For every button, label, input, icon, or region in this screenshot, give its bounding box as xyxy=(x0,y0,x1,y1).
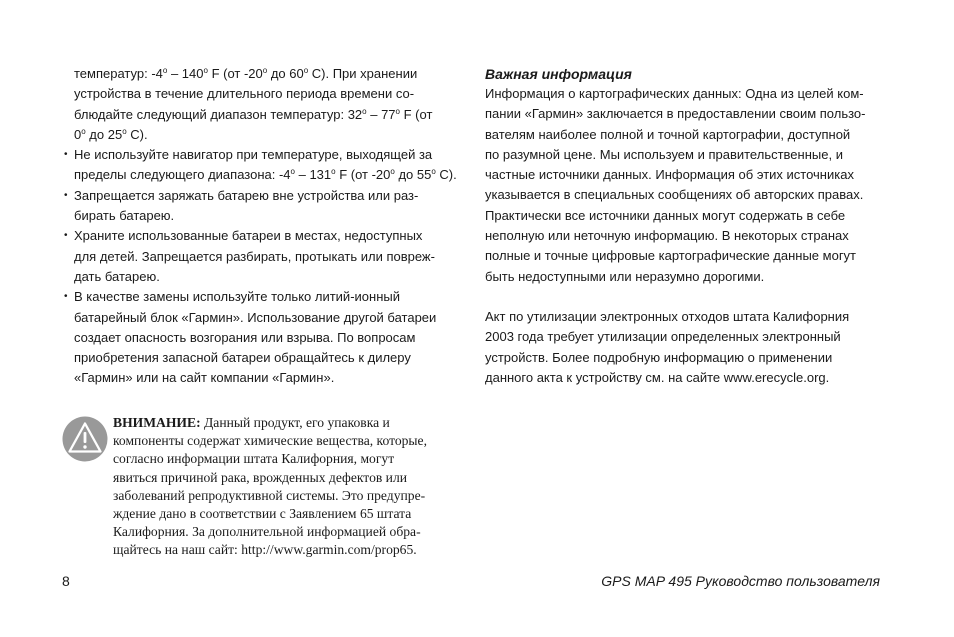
text-line: пании «Гармин» заключается в предоставлении своим пользо- xyxy=(485,106,866,122)
text-line: батарейный блок «Гармин». Использование другой батареи xyxy=(74,309,437,325)
text-line: указывается в специальных сообщениях об авторских правах. xyxy=(485,187,864,203)
text-line: ждение дано в соответствии с Заявлением 65 штата xyxy=(113,506,412,522)
text-line: Акт по утилизации электронных отходов штата Калифорния xyxy=(485,308,850,324)
text-line: 2003 года требует утилизации определенных электронный xyxy=(485,329,841,345)
text-line: дать батарею. xyxy=(74,268,160,284)
section-title: Важная информация xyxy=(485,66,632,82)
page-number: 8 xyxy=(62,573,70,589)
text-line: Практически все источники данных могут содержать в себе xyxy=(485,207,846,223)
text-line: частные источники данных. Информация об этих источниках xyxy=(485,167,854,183)
text-line: устройств. Более подробную информацию о применении xyxy=(485,349,833,365)
bullet-item-temperature xyxy=(62,145,462,186)
warning-triangle-icon xyxy=(62,416,108,462)
bullet-item-charging xyxy=(62,186,462,227)
text-line: данного акта к устройству см. на сайте www.erecycle.org. xyxy=(485,369,830,385)
text-line: • В качестве замены используйте только литий-ионный xyxy=(74,289,400,305)
text-line: компоненты содержат химические вещества, которые, xyxy=(113,433,427,449)
map-data-paragraph xyxy=(485,84,893,287)
text-line: по разумной цене. Мы используем и правительственные, и xyxy=(485,146,843,162)
recycling-paragraph xyxy=(485,307,893,388)
temperature-continuation xyxy=(62,64,462,145)
text-line: температур: -4$^o$ – 140$^o$ F (от -20$^o$ до 60$^o$ C). При хранении xyxy=(74,66,418,81)
text-line: щайтесь на наш сайт: http://www.garmin.com/prop65. xyxy=(113,542,417,558)
text-line: создает опасность возгорания или взрыва. По вопросам xyxy=(74,329,416,345)
text-line: Калифорния. За дополнительной информацией обра- xyxy=(113,524,421,540)
text-line: Информация о картографических данных: Одна из целей ком- xyxy=(485,86,864,101)
text-line: бирать батарею. xyxy=(74,208,175,224)
warning-label: ВНИМАНИЕ: xyxy=(113,415,201,430)
text-line: согласно информации штата Калифорния, могут xyxy=(113,451,395,467)
text-line: неполную или неточную информацию. В некоторых странах xyxy=(485,228,849,244)
text-line: вателям наиболее полной и точной картографии, доступной xyxy=(485,126,851,142)
text-line: 0$^o$ до 25$^o$ C). xyxy=(74,126,148,142)
text-line: явиться причиной рака, врожденных дефектов или xyxy=(113,469,408,485)
right-column xyxy=(485,64,893,388)
text-line: для детей. Запрещается разбирать, протыкать или повреж- xyxy=(74,248,435,264)
text-line: ВНИМАНИЕ: Данный продукт, его упаковка и xyxy=(113,415,390,430)
manual-title: GPS MAP 495 Руководство пользователя xyxy=(601,573,880,589)
text-line: • Храните использованные батареи в местах, недоступных xyxy=(74,228,423,244)
text-line: заболеваний репродуктивной системы. Это предупре- xyxy=(113,487,426,503)
bullet-item-replacement xyxy=(62,287,462,388)
left-column xyxy=(62,64,462,389)
text-line: «Гармин» или на сайт компании «Гармин». xyxy=(74,370,335,386)
text-line: устройства в течение длительного периода времени со- xyxy=(74,86,415,102)
text-line: приобретения запасной батареи обращайтесь к дилеру xyxy=(74,350,411,366)
text-line: • Не используйте навигатор при температуре, выходящей за xyxy=(74,147,433,163)
text-line: блюдайте следующий диапазон температур: 32$^o$ – 77$^o$ F (от xyxy=(74,106,433,122)
text-line: полные и точные цифровые картографические данные могут xyxy=(485,248,857,264)
prop65-warning xyxy=(62,414,462,560)
text-line: пределы следующего диапазона: -4$^o$ – 131$^o$ F (от -20$^o$ до 55$^o$ C). xyxy=(74,167,457,183)
text-line: • Запрещается заряжать батарею вне устройства или раз- xyxy=(74,187,419,203)
warning-text xyxy=(113,414,463,560)
text-line: быть недоступными или неразумно дорогими. xyxy=(485,268,765,284)
bullet-item-storage xyxy=(62,226,462,287)
safety-bullet-list xyxy=(62,145,462,389)
